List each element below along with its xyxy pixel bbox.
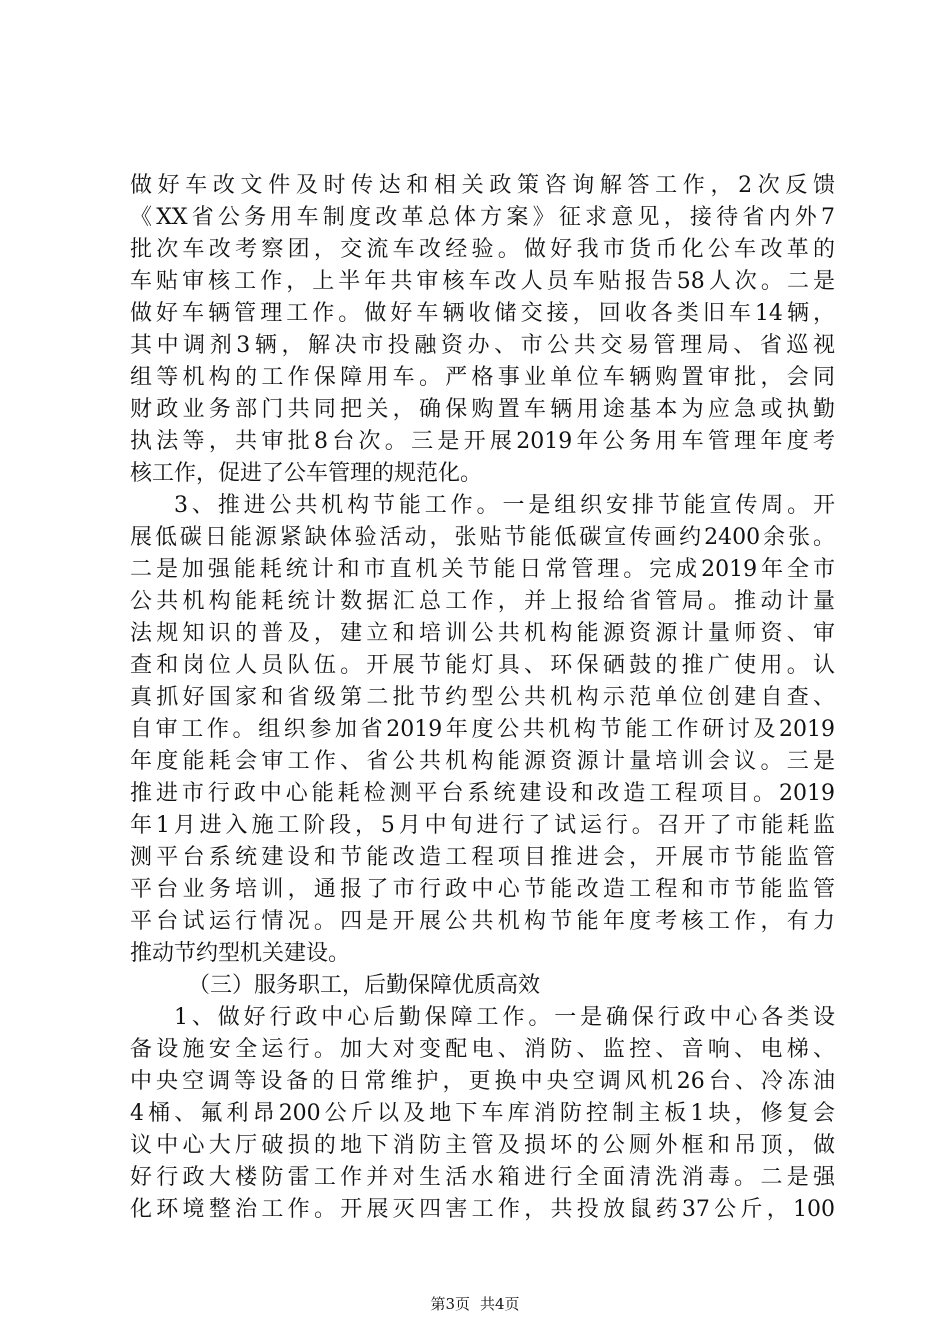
text-line: 推动节约型机关建设。: [130, 941, 351, 966]
page-footer: [0, 1293, 950, 1314]
page-number: 第3页: [430, 1295, 470, 1313]
section-heading: （三）服务职工，后勤保障优质高效: [188, 973, 541, 998]
text-line: 批次车改考察团，交流车改经验。做好我市货币化公车改革的: [130, 237, 835, 262]
body-text: [130, 170, 835, 1226]
text-line: 年1月进入施工阶段，5月中旬进行了试运行。召开了市能耗监: [130, 813, 835, 838]
text-line: 《XX省公务用车制度改革总体方案》征求意见，接待省内外7: [130, 205, 835, 230]
page-total: 共4页: [480, 1295, 520, 1313]
text-line: 组等机构的工作保障用车。严格事业单位车辆购置审批，会同: [130, 365, 835, 390]
text-line: 财政业务部门共同把关，确保购置车辆用途基本为应急或执勤: [130, 397, 835, 422]
text-line: 平台试运行情况。四是开展公共机构节能年度考核工作，有力: [130, 909, 835, 934]
text-line: 年度能耗会审工作、省公共机构能源资源计量培训会议。三是: [130, 749, 835, 774]
text-line: 议中心大厅破损的地下消防主管及损坏的公厕外框和吊顶，做: [130, 1133, 835, 1158]
text-line: 备设施安全运行。加大对变配电、消防、监控、音响、电梯、: [130, 1037, 835, 1062]
text-line: 车贴审核工作，上半年共审核车改人员车贴报告58人次。二是: [130, 269, 835, 294]
text-line: 法规知识的普及，建立和培训公共机构能源资源计量师资、审: [130, 621, 835, 646]
text-line: 二是加强能耗统计和市直机关节能日常管理。完成2019年全市: [130, 557, 835, 582]
text-line: 好行政大楼防雷工作并对生活水箱进行全面清洗消毒。二是强: [130, 1165, 835, 1190]
text-line: 平台业务培训，通报了市行政中心节能改造工程和市节能监管: [130, 877, 835, 902]
text-line: 测平台系统建设和节能改造工程项目推进会，开展市节能监管: [130, 845, 835, 870]
text-line: 做好车辆管理工作。做好车辆收储交接，回收各类旧车14辆，: [130, 301, 835, 326]
paragraph-start: 1、做好行政中心后勤保障工作。一是确保行政中心各类设: [174, 1005, 835, 1030]
text-line: 4桶、氟利昂200公斤以及地下车库消防控制主板1块，修复会: [130, 1101, 835, 1126]
text-line: 真抓好国家和省级第二批节约型公共机构示范单位创建自查、: [130, 685, 835, 710]
text-line: 其中调剂3辆，解决市投融资办、市公共交易管理局、省巡视: [130, 333, 835, 358]
text-line: 中央空调等设备的日常维护，更换中央空调风机26台、冷冻油: [130, 1069, 835, 1094]
paragraph-start: 3、推进公共机构节能工作。一是组织安排节能宣传周。开: [174, 493, 835, 518]
text-line: 展低碳日能源紧缺体验活动，张贴节能低碳宣传画约2400余张。: [130, 525, 835, 550]
text-line: 推进市行政中心能耗检测平台系统建设和改造工程项目。2019: [130, 781, 835, 806]
text-line: 公共机构能耗统计数据汇总工作，并上报给省管局。推动计量: [130, 589, 835, 614]
text-line: 做好车改文件及时传达和相关政策咨询解答工作，2次反馈: [130, 173, 835, 198]
text-line: 查和岗位人员队伍。开展节能灯具、环保硒鼓的推广使用。认: [130, 653, 835, 678]
text-line: 自审工作。组织参加省2019年度公共机构节能工作研讨及2019: [130, 717, 835, 742]
text-line: 核工作，促进了公车管理的规范化。: [130, 461, 483, 486]
text-line: 化环境整治工作。开展灭四害工作，共投放鼠药37公斤，100: [130, 1197, 835, 1222]
text-line: 执法等，共审批8台次。三是开展2019年公务用车管理年度考: [130, 429, 835, 454]
